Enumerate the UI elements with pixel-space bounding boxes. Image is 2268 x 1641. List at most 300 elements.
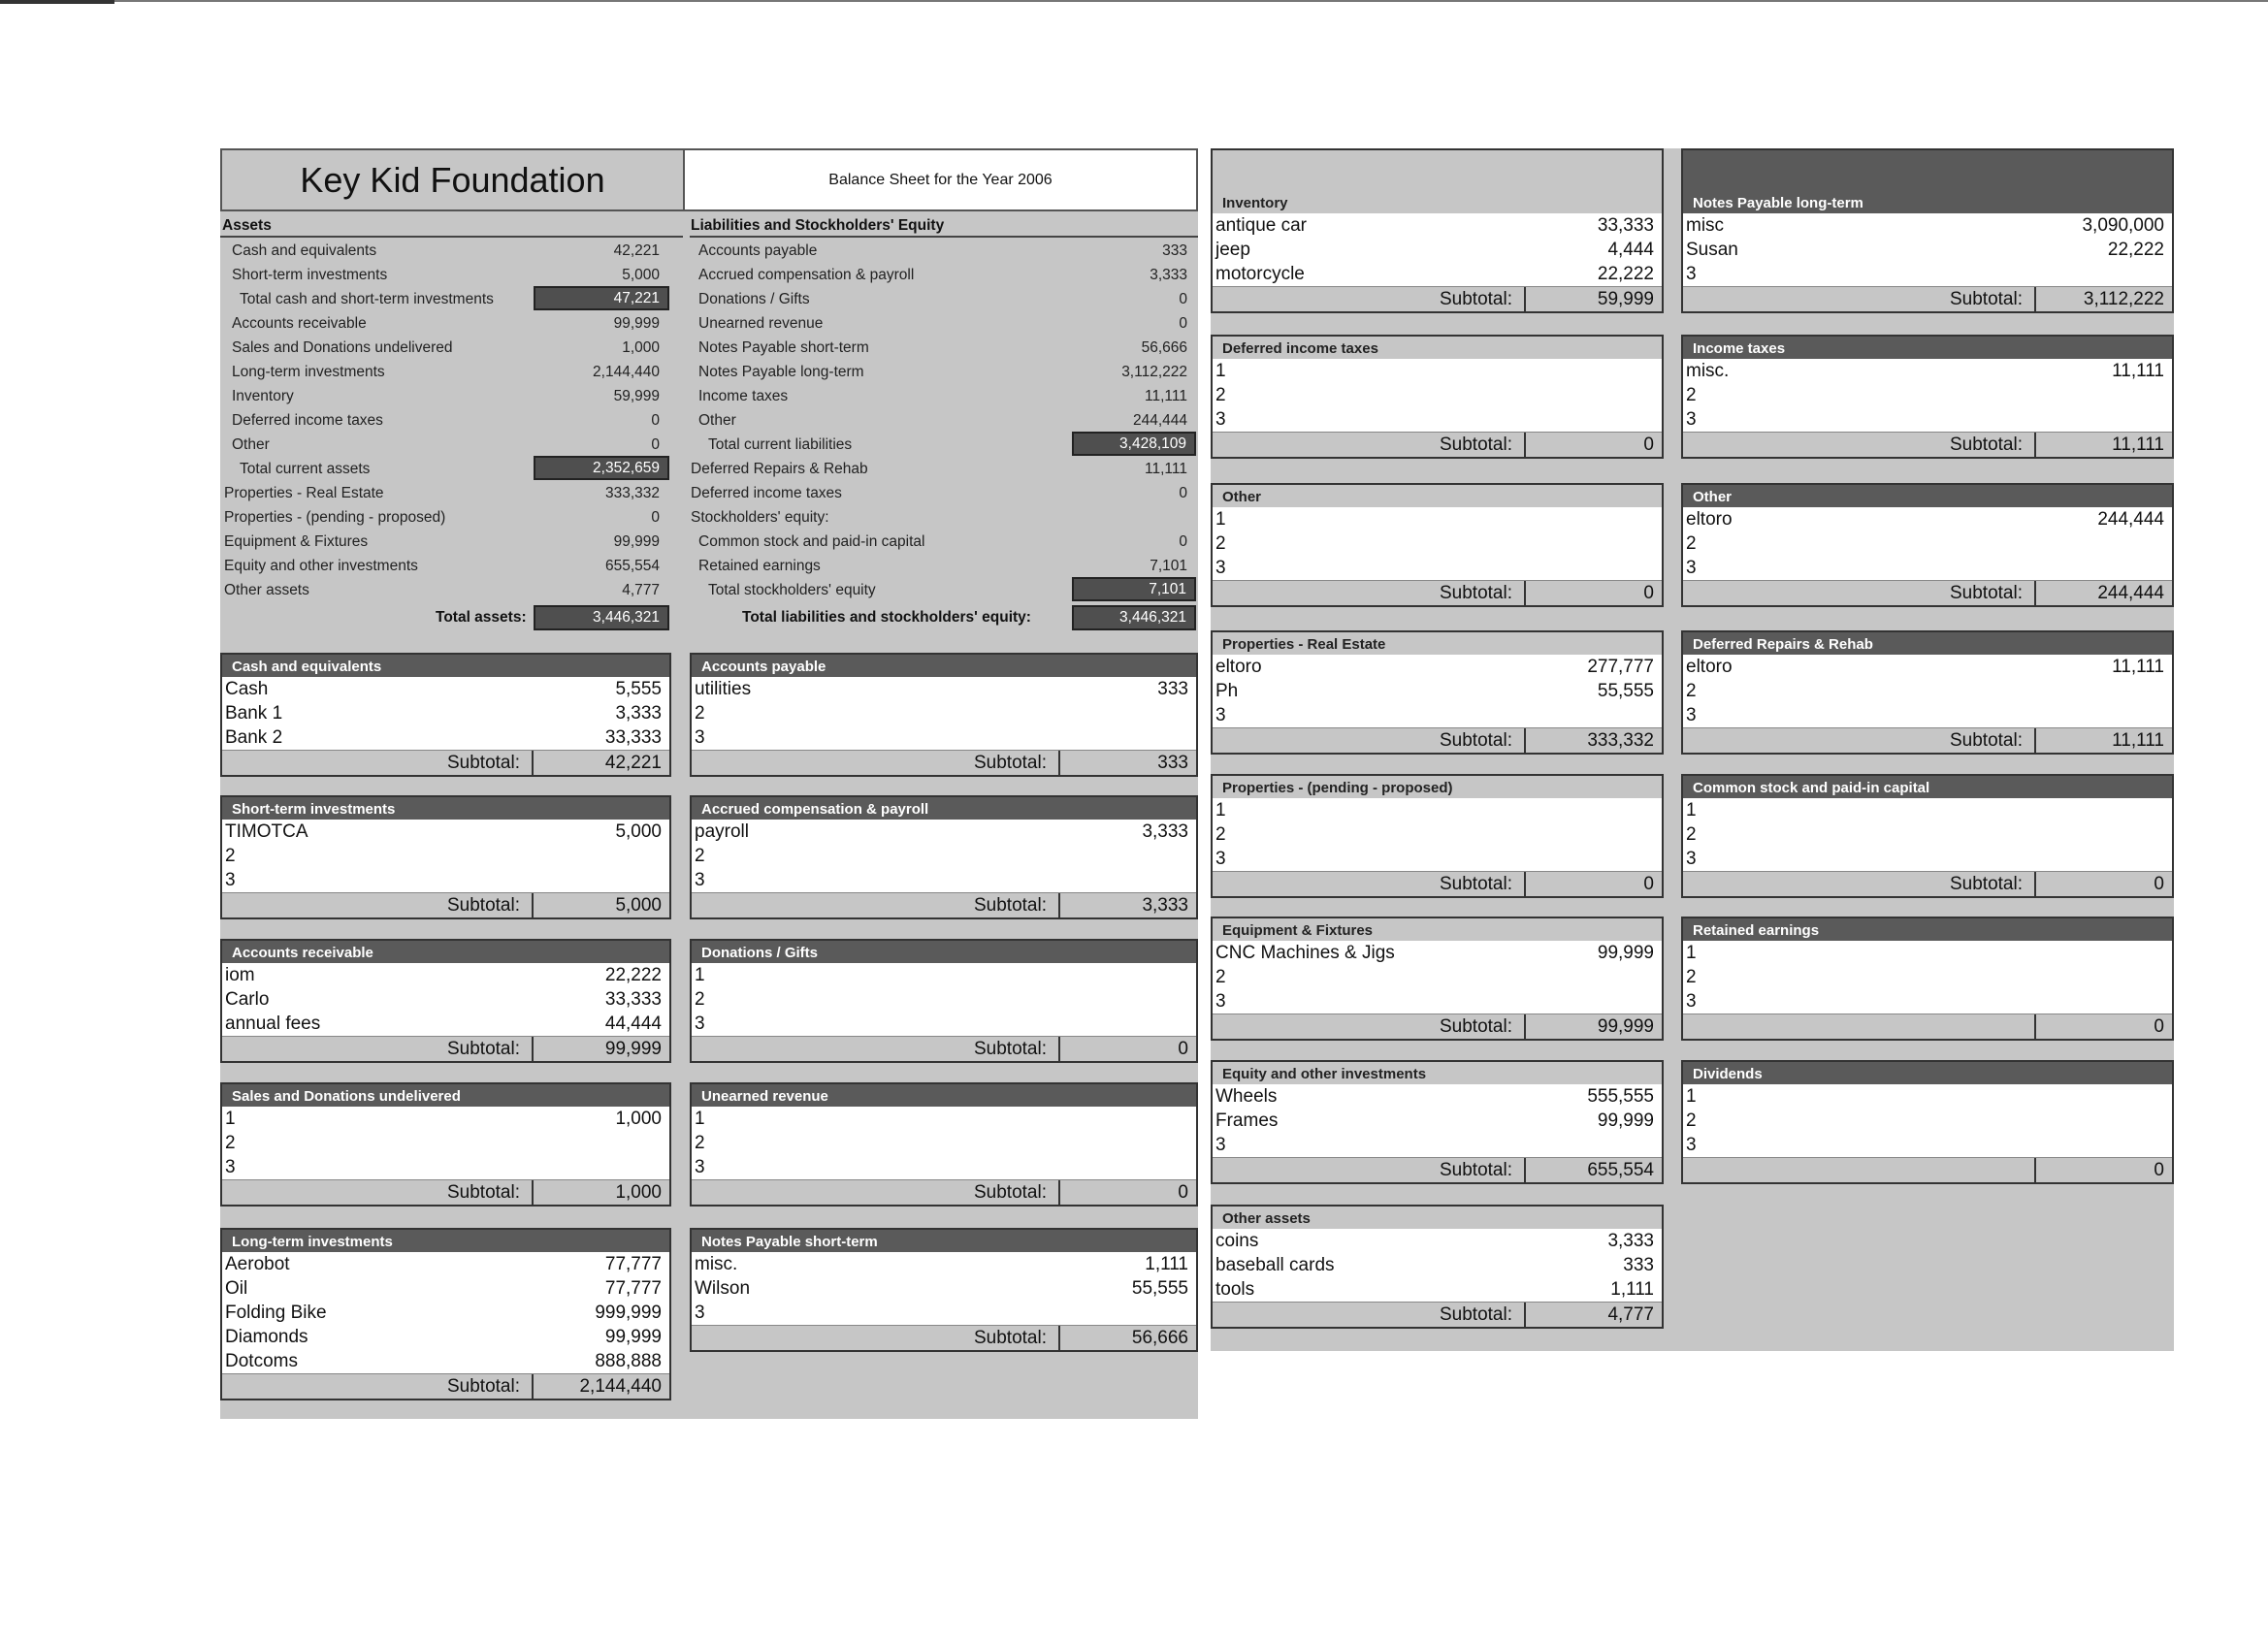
- liabilities-row-label: Accrued compensation & payroll: [698, 266, 915, 283]
- detail-box-row: [692, 820, 1196, 844]
- detail-box-title: Deferred income taxes: [1213, 337, 1662, 359]
- detail-box-row: [1213, 679, 1662, 703]
- detail-row-label: 3: [1686, 704, 1697, 725]
- detail-box-subtotal: [1213, 1014, 1662, 1039]
- subtotal-label: Subtotal:: [974, 1182, 1047, 1203]
- detail-box: [1681, 917, 2174, 1041]
- liabilities-row-label: Notes Payable short-term: [698, 338, 869, 356]
- detail-row-label: 2: [225, 1132, 236, 1153]
- detail-box-row: [692, 725, 1196, 750]
- subtotal-divider: [532, 893, 534, 917]
- subtotal-divider: [2034, 581, 2036, 605]
- detail-row-value: 333: [1157, 678, 1188, 699]
- detail-box-subtotal: [1213, 727, 1662, 753]
- detail-box-row: [222, 1301, 669, 1325]
- detail-row-value: 44,444: [604, 1013, 662, 1034]
- detail-box-row: [1213, 798, 1662, 822]
- detail-row-value: 1,111: [1145, 1253, 1188, 1274]
- detail-box-subtotal: [222, 892, 669, 917]
- subtotal-label: Subtotal:: [1440, 1304, 1512, 1325]
- liabilities-row-label: Total current liabilities: [708, 435, 853, 453]
- detail-box-row: [1683, 1109, 2172, 1133]
- detail-row-label: 1: [695, 1108, 705, 1129]
- subtotal-divider: [2034, 1014, 2036, 1039]
- liabilities-row-value-highlight: 3,428,109: [1072, 432, 1196, 456]
- detail-box: [690, 939, 1198, 1063]
- detail-row-label: 1: [1215, 360, 1226, 381]
- subtotal-divider: [1524, 581, 1526, 605]
- detail-row-value: 1,111: [1610, 1278, 1654, 1300]
- subtotal-value: 244,444: [2097, 583, 2164, 603]
- detail-box-subtotal: [222, 1179, 669, 1205]
- assets-row-label: Properties - Real Estate: [224, 484, 384, 501]
- detail-row-value: 3,333: [1607, 1230, 1654, 1251]
- detail-row-value: 22,222: [1597, 263, 1654, 284]
- detail-box-title: Notes Payable long-term: [1683, 150, 2172, 213]
- detail-box-row: [692, 1107, 1196, 1131]
- detail-row-label: 2: [1215, 823, 1226, 845]
- liabilities-row: [0, 457, 2268, 481]
- detail-row-label: 1: [1686, 799, 1697, 820]
- detail-box-row: [692, 1276, 1196, 1301]
- detail-box-row: [222, 963, 669, 987]
- detail-box-row: [222, 1325, 669, 1349]
- detail-row-label: 3: [1686, 263, 1697, 284]
- detail-box: [1211, 630, 1664, 755]
- subtotal-divider: [1058, 1180, 1060, 1205]
- subtotal-label: Subtotal:: [1950, 434, 2023, 455]
- liabilities-row-label: Donations / Gifts: [698, 290, 810, 307]
- detail-row-label: 1: [1686, 1085, 1697, 1107]
- detail-row-label: 3: [695, 869, 705, 890]
- detail-row-label: 2: [1686, 966, 1697, 987]
- liabilities-row-value: 0: [1179, 290, 1187, 307]
- detail-row-value: 3,333: [615, 702, 662, 724]
- assets-row-label: Other: [232, 435, 270, 453]
- detail-row-value: 55,555: [1131, 1277, 1188, 1299]
- detail-box-row: [1213, 1253, 1662, 1277]
- liabilities-row-value: 3,333: [1150, 266, 1187, 283]
- subtotal-value: 0: [2154, 874, 2164, 894]
- detail-row-label: 2: [1686, 532, 1697, 554]
- detail-row-label: 2: [695, 845, 705, 866]
- detail-box-row: [1213, 822, 1662, 847]
- assets-row-value: 5,000: [622, 266, 660, 283]
- detail-row-value: 999,999: [595, 1302, 662, 1323]
- detail-box-subtotal: [1683, 1157, 2172, 1182]
- detail-row-value: 77,777: [604, 1277, 662, 1299]
- detail-box-row: [692, 701, 1196, 725]
- subtotal-label: Subtotal:: [1440, 730, 1512, 751]
- detail-box-row: [692, 1012, 1196, 1036]
- detail-box-title: Unearned revenue: [692, 1084, 1196, 1107]
- detail-row-label: eltoro: [1686, 508, 1733, 530]
- detail-box-title: Donations / Gifts: [692, 941, 1196, 963]
- detail-box: [220, 1228, 671, 1400]
- subtotal-divider: [1524, 728, 1526, 753]
- detail-box-subtotal: [692, 750, 1196, 775]
- detail-box-subtotal: [1683, 1014, 2172, 1039]
- detail-row-value: 555,555: [1587, 1085, 1654, 1107]
- detail-box-row: [1683, 941, 2172, 965]
- detail-box-row: [222, 1012, 669, 1036]
- subtotal-divider: [2034, 1158, 2036, 1182]
- detail-box-row: [1213, 556, 1662, 580]
- detail-row-label: 3: [1686, 848, 1697, 869]
- detail-box-title: Retained earnings: [1683, 918, 2172, 941]
- liabilities-row-value: 3,112,222: [1121, 363, 1187, 380]
- detail-box-title: Other: [1683, 485, 2172, 507]
- detail-row-label: Diamonds: [225, 1326, 308, 1347]
- assets-row-value: 1,000: [622, 338, 660, 356]
- detail-box-row: [1213, 213, 1662, 238]
- detail-row-value: 3,333: [1142, 820, 1188, 842]
- scan-edge-mark: [0, 0, 114, 4]
- detail-box-row: [1213, 359, 1662, 383]
- subtotal-value: 99,999: [604, 1039, 662, 1059]
- detail-box-row: [222, 1131, 669, 1155]
- liabilities-row-label: Unearned revenue: [698, 314, 824, 332]
- detail-box-row: [1213, 1229, 1662, 1253]
- detail-box: [1211, 483, 1664, 607]
- detail-box: [1211, 1060, 1664, 1184]
- detail-box-title: Deferred Repairs & Rehab: [1683, 632, 2172, 655]
- subtotal-value: 0: [1643, 874, 1654, 894]
- detail-row-label: 3: [1215, 848, 1226, 869]
- subtotal-value: 0: [2154, 1016, 2164, 1037]
- subtotal-value: 1,000: [615, 1182, 662, 1203]
- assets-row-label: Total current assets: [240, 460, 371, 477]
- detail-row-value: 22,222: [604, 964, 662, 985]
- detail-box: [1681, 630, 2174, 755]
- liabilities-row-label: Notes Payable long-term: [698, 363, 864, 380]
- detail-box-subtotal: [1683, 727, 2172, 753]
- detail-box: [1211, 335, 1664, 459]
- assets-row-label: Accounts receivable: [232, 314, 367, 332]
- detail-row-label: 3: [695, 1156, 705, 1177]
- total-liabilities-value: 3,446,321: [1072, 605, 1196, 630]
- subtotal-divider: [1524, 1303, 1526, 1327]
- detail-box-subtotal: [1213, 871, 1662, 896]
- detail-row-label: 3: [1686, 408, 1697, 430]
- detail-row-label: utilities: [695, 678, 752, 699]
- detail-box-row: [692, 1301, 1196, 1325]
- detail-row-label: Folding Bike: [225, 1302, 327, 1323]
- subtotal-divider: [2034, 872, 2036, 896]
- detail-row-label: 1: [1215, 799, 1226, 820]
- subtotal-value: 0: [1178, 1182, 1188, 1203]
- detail-box-row: [1683, 847, 2172, 871]
- detail-row-value: 55,555: [1597, 680, 1654, 701]
- detail-row-label: 3: [695, 1013, 705, 1034]
- detail-box: [1681, 335, 2174, 459]
- detail-box: [690, 1228, 1198, 1352]
- detail-row-label: Ph: [1215, 680, 1239, 701]
- subtotal-label: Subtotal:: [1440, 1160, 1512, 1180]
- subtotal-value: 42,221: [604, 753, 662, 773]
- detail-box-row: [222, 677, 669, 701]
- detail-row-label: coins: [1215, 1230, 1259, 1251]
- detail-box-title: Properties - (pending - proposed): [1213, 776, 1662, 798]
- detail-box-row: [222, 725, 669, 750]
- detail-box-row: [1213, 1277, 1662, 1302]
- subtotal-value: 0: [1643, 583, 1654, 603]
- detail-row-label: Carlo: [225, 988, 270, 1010]
- detail-box: [1681, 774, 2174, 898]
- assets-row-label: Short-term investments: [232, 266, 388, 283]
- subtotal-value: 56,666: [1131, 1328, 1188, 1348]
- detail-row-label: 1: [1686, 942, 1697, 963]
- detail-box-title: Dividends: [1683, 1062, 2172, 1084]
- detail-box-row: [1683, 383, 2172, 407]
- assets-row-label: Other assets: [224, 581, 309, 598]
- detail-box-row: [222, 1276, 669, 1301]
- assets-row-label: Total cash and short-term investments: [240, 290, 494, 307]
- subtotal-divider: [1058, 1326, 1060, 1350]
- liabilities-row-label: Common stock and paid-in capital: [698, 532, 925, 550]
- subtotal-label: Subtotal:: [447, 1376, 520, 1397]
- assets-row-label: Cash and equivalents: [232, 241, 377, 259]
- detail-row-value: 4,444: [1607, 239, 1654, 260]
- detail-box-row: [692, 1252, 1196, 1276]
- detail-box-row: [1213, 1109, 1662, 1133]
- detail-box-row: [692, 1155, 1196, 1179]
- detail-row-value: 99,999: [604, 1326, 662, 1347]
- liabilities-row-label: Deferred income taxes: [691, 484, 842, 501]
- detail-box-row: [1683, 213, 2172, 238]
- detail-row-label: 2: [1686, 680, 1697, 701]
- subtotal-divider: [1058, 1037, 1060, 1061]
- subtotal-value: 11,111: [2112, 730, 2164, 751]
- detail-row-label: 2: [1215, 384, 1226, 405]
- detail-box-row: [1683, 407, 2172, 432]
- detail-row-label: misc: [1686, 214, 1725, 236]
- assets-heading: Assets: [222, 217, 272, 234]
- detail-row-label: misc.: [1686, 360, 1730, 381]
- detail-box-subtotal: [692, 892, 1196, 917]
- detail-row-value: 277,777: [1587, 656, 1654, 677]
- detail-box-subtotal: [222, 1036, 669, 1061]
- detail-box-subtotal: [1213, 1302, 1662, 1327]
- detail-row-label: 3: [695, 1302, 705, 1323]
- detail-box-title: Sales and Donations undelivered: [222, 1084, 669, 1107]
- detail-box-subtotal: [1683, 871, 2172, 896]
- detail-row-label: Bank 2: [225, 726, 283, 748]
- detail-box: [220, 653, 671, 777]
- detail-box: [690, 1082, 1198, 1207]
- detail-box-row: [1683, 703, 2172, 727]
- detail-box-row: [1213, 407, 1662, 432]
- subtotal-divider: [532, 1037, 534, 1061]
- liabilities-row-label: Accounts payable: [698, 241, 818, 259]
- assets-row-value: 4,777: [622, 581, 660, 598]
- detail-box: [220, 939, 671, 1063]
- assets-row-label: Inventory: [232, 387, 294, 404]
- detail-row-label: jeep: [1215, 239, 1250, 260]
- detail-row-label: 3: [1686, 557, 1697, 578]
- detail-box-row: [222, 987, 669, 1012]
- liabilities-row-value: 11,111: [1145, 460, 1187, 477]
- subtotal-label: Subtotal:: [447, 895, 520, 916]
- detail-row-label: Aerobot: [225, 1253, 290, 1274]
- subtotal-label: Subtotal:: [974, 1328, 1047, 1348]
- detail-row-label: Dotcoms: [225, 1350, 298, 1371]
- detail-row-label: 3: [225, 869, 236, 890]
- detail-row-value: 33,333: [604, 988, 662, 1010]
- scan-edge-line: [0, 0, 2268, 2]
- detail-row-label: eltoro: [1686, 656, 1733, 677]
- assets-row-label: Equipment & Fixtures: [224, 532, 369, 550]
- subtotal-label: Subtotal:: [1440, 434, 1512, 455]
- detail-box-title: Accrued compensation & payroll: [692, 797, 1196, 820]
- subtotal-divider: [1524, 433, 1526, 457]
- assets-row-value: 99,999: [613, 532, 660, 550]
- detail-box: [1211, 917, 1664, 1041]
- detail-box-row: [1683, 507, 2172, 531]
- detail-box-title: Properties - Real Estate: [1213, 632, 1662, 655]
- subtotal-divider: [1524, 287, 1526, 311]
- detail-box-row: [1213, 941, 1662, 965]
- detail-box-row: [692, 868, 1196, 892]
- subtotal-divider: [1058, 751, 1060, 775]
- detail-box-row: [222, 1252, 669, 1276]
- assets-row-value-highlight: 47,221: [534, 286, 669, 310]
- detail-row-value: 888,888: [595, 1350, 662, 1371]
- detail-box-title: Other: [1213, 485, 1662, 507]
- detail-box-title: Accounts payable: [692, 655, 1196, 677]
- assets-row-value-highlight: 2,352,659: [534, 456, 669, 480]
- subtotal-value: 11,111: [2112, 434, 2164, 455]
- subtotal-label: Subtotal:: [1950, 874, 2023, 894]
- detail-box-title: Income taxes: [1683, 337, 2172, 359]
- detail-row-label: antique car: [1215, 214, 1308, 236]
- detail-row-value: 333: [1623, 1254, 1654, 1275]
- total-assets-value: 3,446,321: [534, 605, 669, 630]
- detail-row-label: 3: [1215, 704, 1226, 725]
- detail-row-label: motorcycle: [1215, 263, 1305, 284]
- subtotal-label: Subtotal:: [1440, 583, 1512, 603]
- detail-row-label: 3: [1215, 1134, 1226, 1155]
- subtotal-value: 4,777: [1607, 1304, 1654, 1325]
- detail-row-label: 2: [695, 1132, 705, 1153]
- detail-box-row: [1683, 679, 2172, 703]
- detail-box-title: Equipment & Fixtures: [1213, 918, 1662, 941]
- detail-box-row: [692, 1131, 1196, 1155]
- detail-row-label: 2: [1686, 384, 1697, 405]
- detail-box-row: [222, 844, 669, 868]
- subtotal-label: Subtotal:: [1950, 583, 2023, 603]
- detail-box-row: [1213, 847, 1662, 871]
- detail-box-row: [1213, 1133, 1662, 1157]
- detail-row-value: 1,000: [615, 1108, 662, 1129]
- detail-box-title: Short-term investments: [222, 797, 669, 820]
- detail-box-row: [1683, 531, 2172, 556]
- detail-row-label: 2: [1215, 532, 1226, 554]
- subtotal-value: 59,999: [1597, 289, 1654, 309]
- liabilities-row-value: 244,444: [1132, 411, 1187, 429]
- subtotal-divider: [1058, 893, 1060, 917]
- detail-row-value: 33,333: [1597, 214, 1654, 236]
- assets-row-value: 0: [651, 508, 660, 526]
- liabilities-row-value: 7,101: [1150, 557, 1187, 574]
- detail-row-value: 11,111: [2112, 360, 2164, 381]
- subtotal-value: 0: [1178, 1039, 1188, 1059]
- detail-box-title: Equity and other investments: [1213, 1062, 1662, 1084]
- detail-box: [1681, 1060, 2174, 1184]
- liabilities-row-label: Retained earnings: [698, 557, 821, 574]
- assets-rule: [220, 236, 683, 238]
- detail-row-label: 2: [695, 988, 705, 1010]
- detail-row-label: eltoro: [1215, 656, 1262, 677]
- detail-row-label: 2: [225, 845, 236, 866]
- subtotal-divider: [532, 1180, 534, 1205]
- detail-box-row: [1213, 655, 1662, 679]
- detail-row-label: 3: [1686, 990, 1697, 1012]
- detail-row-value: 5,000: [615, 820, 662, 842]
- detail-box-row: [1213, 507, 1662, 531]
- assets-row-label: Deferred income taxes: [232, 411, 383, 429]
- detail-row-label: payroll: [695, 820, 749, 842]
- liabilities-row-value: 333: [1162, 241, 1187, 259]
- detail-row-label: TIMOTCA: [225, 820, 308, 842]
- detail-box-subtotal: [692, 1325, 1196, 1350]
- page-subtitle: Balance Sheet for the Year 2006: [683, 148, 1198, 211]
- detail-box-row: [1213, 965, 1662, 989]
- detail-box-row: [1683, 798, 2172, 822]
- detail-box-subtotal: [1213, 286, 1662, 311]
- subtotal-value: 0: [1643, 434, 1654, 455]
- subtotal-label: Subtotal:: [447, 1182, 520, 1203]
- total-assets-label: Total assets:: [436, 609, 527, 626]
- detail-row-label: misc.: [695, 1253, 738, 1274]
- detail-row-label: baseball cards: [1215, 1254, 1335, 1275]
- assets-row-value: 0: [651, 435, 660, 453]
- detail-row-label: Oil: [225, 1277, 248, 1299]
- detail-box-title: Notes Payable short-term: [692, 1230, 1196, 1252]
- subtotal-divider: [2034, 287, 2036, 311]
- detail-box-row: [1213, 238, 1662, 262]
- detail-box-subtotal: [692, 1036, 1196, 1061]
- detail-box: [1211, 148, 1664, 313]
- subtotal-value: 655,554: [1587, 1160, 1654, 1180]
- subtotal-label: Subtotal:: [1440, 874, 1512, 894]
- detail-box-row: [1683, 1084, 2172, 1109]
- subtotal-divider: [1524, 872, 1526, 896]
- detail-row-label: 3: [1215, 990, 1226, 1012]
- detail-row-label: Wheels: [1215, 1085, 1278, 1107]
- detail-row-value: 99,999: [1597, 1110, 1654, 1131]
- page-title: Key Kid Foundation: [220, 148, 683, 211]
- detail-row-value: 11,111: [2112, 656, 2164, 677]
- detail-row-value: 99,999: [1597, 942, 1654, 963]
- subtotal-value: 0: [2154, 1160, 2164, 1180]
- detail-box-subtotal: [1683, 580, 2172, 605]
- detail-box-title: Accounts receivable: [222, 941, 669, 963]
- detail-box-title: Other assets: [1213, 1207, 1662, 1229]
- detail-box-subtotal: [1683, 432, 2172, 457]
- subtotal-value: 3,333: [1142, 895, 1188, 916]
- total-liabilities-label: Total liabilities and stockholders' equity:: [742, 609, 1031, 626]
- assets-row-value: 2,144,440: [593, 363, 660, 380]
- detail-box-row: [1213, 989, 1662, 1014]
- liabilities-row-value: 0: [1179, 484, 1187, 501]
- subtotal-label: Subtotal:: [1440, 1016, 1512, 1037]
- detail-row-label: 3: [225, 1156, 236, 1177]
- detail-box: [220, 795, 671, 919]
- detail-box-row: [222, 820, 669, 844]
- detail-box-row: [1213, 703, 1662, 727]
- assets-row-value: 655,554: [604, 557, 660, 574]
